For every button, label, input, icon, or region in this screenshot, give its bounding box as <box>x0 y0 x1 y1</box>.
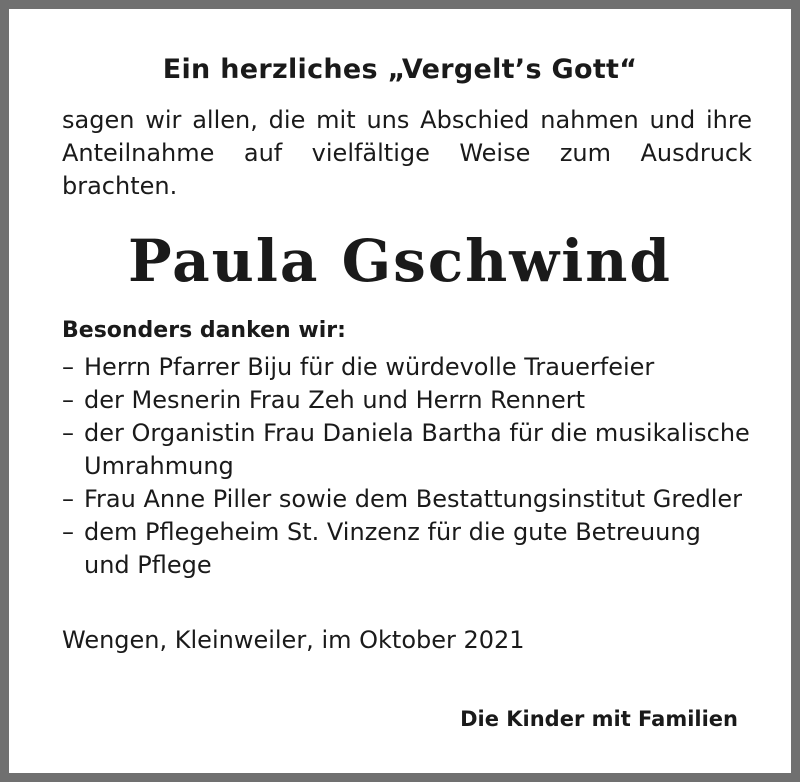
notice-heading: Ein herzliches „Vergelt’s Gott“ <box>162 54 638 85</box>
thanks-item <box>62 417 752 483</box>
thanks-item-text: Frau Anne Piller sowie dem Bestattungsinstitut Gredler <box>84 485 742 513</box>
thanks-item-text: dem Pflegeheim St. Vinzenz für die gute Betreuung und Pflege <box>84 518 701 579</box>
dash-bullet: – <box>62 419 74 447</box>
deceased-name: Paula Gschwind <box>128 227 672 295</box>
thanks-item <box>62 516 752 582</box>
thanks-item <box>62 351 752 384</box>
thanks-list <box>62 351 752 582</box>
place-date: Wengen, Kleinweiler, im Oktober 2021 <box>62 626 525 654</box>
thanks-item <box>62 483 752 516</box>
thanks-item-text: der Organistin Frau Daniela Bartha für die musikalische Umrahmung <box>84 419 750 480</box>
intro-text: sagen wir allen, die mit uns Abschied nahmen und ihre Anteilnahme auf vielfältige Weise zum Ausdruck brachten. <box>62 106 752 200</box>
dash-bullet: – <box>62 518 74 546</box>
thanks-item-text: der Mesnerin Frau Zeh und Herrn Rennert <box>84 386 585 414</box>
signature: Die Kinder mit Familien <box>460 707 738 731</box>
dash-bullet: – <box>62 485 74 513</box>
dash-bullet: – <box>62 386 74 414</box>
thanks-item-text: Herrn Pfarrer Biju für die würdevolle Trauerfeier <box>84 353 655 381</box>
thanks-item <box>62 384 752 417</box>
dash-bullet: – <box>62 353 74 381</box>
thanks-title: Besonders danken wir: <box>62 318 346 343</box>
